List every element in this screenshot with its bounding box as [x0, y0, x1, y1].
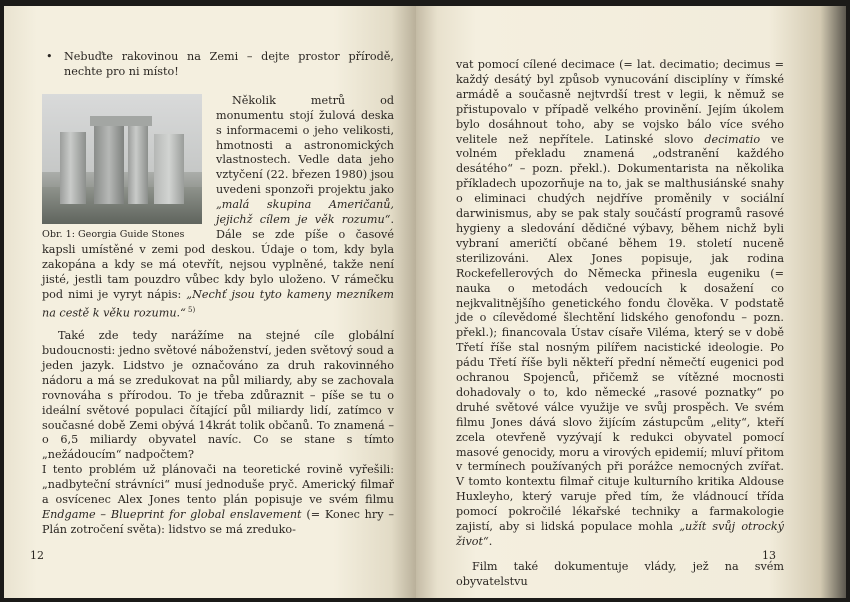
page-number-right: 13: [762, 549, 776, 562]
page-number-left: 12: [30, 549, 44, 562]
paragraph-3: I tento problém už plánovači na teoretické rovině vyřešili: „nadbyteční strávníci“ musí jednoduše pryč. Americký filmař a osvícenec Alex Jones tento plán popisuje ve svém filmu Endgame – Blueprint for global enslavement (= Konec hry – Plán zotročení světa): lidstvo se má zreduko-: [42, 463, 394, 536]
figure-caption: Obr. 1: Georgia Guide Stones: [42, 228, 185, 240]
right-page: [416, 6, 846, 598]
left-page: [4, 6, 416, 598]
bullet-dot: •: [46, 50, 53, 63]
open-book: [4, 6, 846, 598]
right-page-text: [456, 58, 784, 590]
paragraph-1: Několik metrů od monumentu stojí žulová deska s informacemi o jeho velikosti, hmotnosti a astronomických vlastnostech. Vedle data jeho vztyčení (22. březen 1980) jsou uvedeni sponzoři projektu jako „malá skupina Američanů, jejichž cílem je věk rozumu“. Dále se zde píše o časové kapsli umístěné v zemi pod deskou. Údaje o tom, kdy byla zakopána a kdy se má otevřít, nejsou vyplněné, takže není jisté, jestli tam pouzdro vůbec kdy bylo uloženo. V rámečku pod nimi je vyryt nápis: „Nechť jsou tyto kameny mezníkem na cestě k věku rozumu.“ $^{5)}$: [42, 93, 394, 320]
georgia-guidestones-photo: [42, 94, 202, 224]
paragraph-1: vat pomocí cílené decimace (= lat. decimatio; decimus = každý desátý byl způsob vynucování disciplíny v římské armádě a současně nejtvrdší trest v legii, k němuž se přistupovalo v případě velkého provinění. Jejím úkolem bylo dosáhnout toho, aby se vojsko bálo více svého velitele než nepřítele. Latinské slovo decimatio ve volném překladu znamená „odstranění každého desátého“ – pozn. překl.). Dokumentarista na několika příkladech upozorňuje na to, jak se malthusiánské snahy o eliminaci chudých nejdříve proměnily v sociální darwinismus, aby se pak staly součástí programů rasové hygieny a sledování dědičné výbavy, během nichž byli vybraní američtí občané během 19. století nuceně sterilizováni. Alex Jones popisuje, jak rodina Rockefellerových do Německa přinesla eugeniku (= nauka o metodách vedoucích k dosažení co nejkvalitnějšího genetického fondu člověka. V podstatě jde o cílevědomé šlechtění lidského genofondu – pozn. překl.); financovala Ústav císaře Viléma, který se v době Třetí říše stal nosným pilířem nacistické ideologie. Po pádu Třetí říše byli někteří přední němečtí eugenici pod ochranou Spojenců, přičemž se vítězné mocnosti dohadovaly o to, kdo německé „rasové poznatky“ po druhé světové válce využije ve svůj prospěch. Ve svém filmu Jones dává slovo žijícím zástupcům „elity“, kteří zcela otevřeně vyzývají k redukci obyvatel pomocí masové genocidy, moru a virových epidemií; mluví přitom v termínech používaných při porážce nemocných zvířat. V tomto kontextu filmař cituje kulturního kritika Aldouse Huxleyho, který varuje před tím, že vládnoucí třída pomocí pokročilé lékařské techniky a farmakologie zajistí, aby si lidská populace mohla „užít svůj otrocký život“.: [456, 58, 784, 548]
bullet-text: Nebuďte rakovinou na Zemi – dejte prostor přírodě, nechte pro ni místo!: [64, 50, 394, 78]
left-page-text: [42, 50, 394, 538]
figure: [42, 94, 206, 241]
paragraph-2: Také zde tedy narážíme na stejné cíle globální budoucnosti: jedno světové náboženství, jeden světový soud a jeden jazyk. Lidstvo je označováno za druh rakovinného nádoru a má se zredukovat na půl miliardy, aby se zachovala rovnováha s přírodou. To je třeba zdůraznit – píše se tu o ideální světové populaci čítající půl miliardy lidí, zatímco v současné době Zemi obývá 14krát tolik občanů. To znamená – o 6,5 miliardy obyvatel navíc. Co se stane s tímto „nežádoucím“ nadpočtem?: [42, 329, 394, 462]
paragraph-2: Film také dokumentuje vlády, jež na svém obyvatelstvu: [456, 559, 784, 588]
bullet-item: [42, 50, 394, 80]
footnote-ref: 5): [185, 305, 196, 314]
